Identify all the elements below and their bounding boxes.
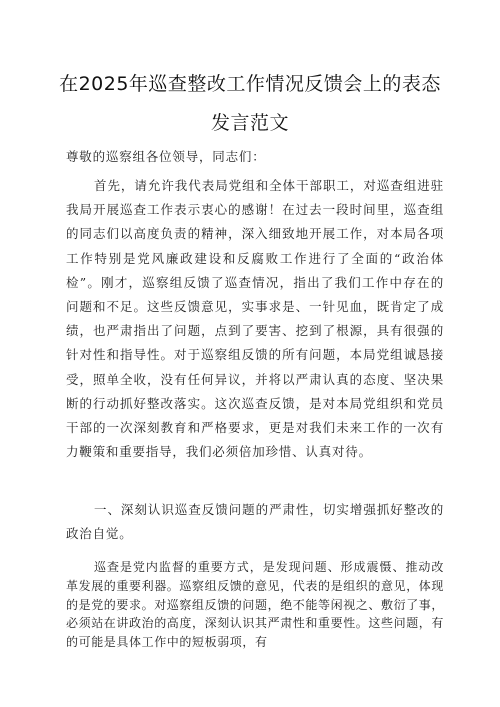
document-title-line1: 在2025年巡查整改工作情况反馈会上的表态 <box>59 73 441 95</box>
salutation: 尊敬的巡察组各位领导，同志们： <box>66 149 266 164</box>
section-heading-1: 一、深刻认识巡查反馈问题的严肃性，切实增强抓好整改的政治自觉。 <box>66 502 444 542</box>
document-title-line2: 发言范文 <box>210 112 289 134</box>
body-paragraph-1: 首先，请允许我代表局党组和全体干部职工，对巡查组进驻我局开展巡查工作表示衷心的感谢！在过去一段时间里，巡查组的同志们以高度负责的精神，深入细致地开展工作，对本局各项工作特别是党风廉政建设和反腐败工作进行了全面的“政治体检”。刚才，巡察组反馈了巡查情况，指出了我们工作中存在的问题和不足。这些反馈意见，实事求是、一针见血，既肯定了成绩，也严肃指出了问题，点到了要害、挖到了根源，具有很强的针对性和指导性。对于巡察组反馈的所有问题，本局党组诚恳接受，照单全收，没有任何异议，并将以严肃认真的态度、坚决果断的行动抓好整改落实。这次巡查反馈，是对本局党组织和党员干部的一次深刻教育和严格要求，更是对我们未来工作的一次有力鞭策和重要指导，我们必须倍加珍惜、认真对待。 <box>66 178 444 460</box>
body-paragraph-2: 巡查是党内监督的重要方式，是发现问题、形成震慑、推动改革发展的重要利器。巡察组反馈的意见，代表的是组织的意见，体现的是党的要求。对巡察组反馈的问题，绝不能等闲视之、敷衍了事，必须站在讲政治的高度，深刻认识其严肃性和重要性。这些问题，有的可能是具体工作中的短板弱项，有 <box>66 560 445 650</box>
